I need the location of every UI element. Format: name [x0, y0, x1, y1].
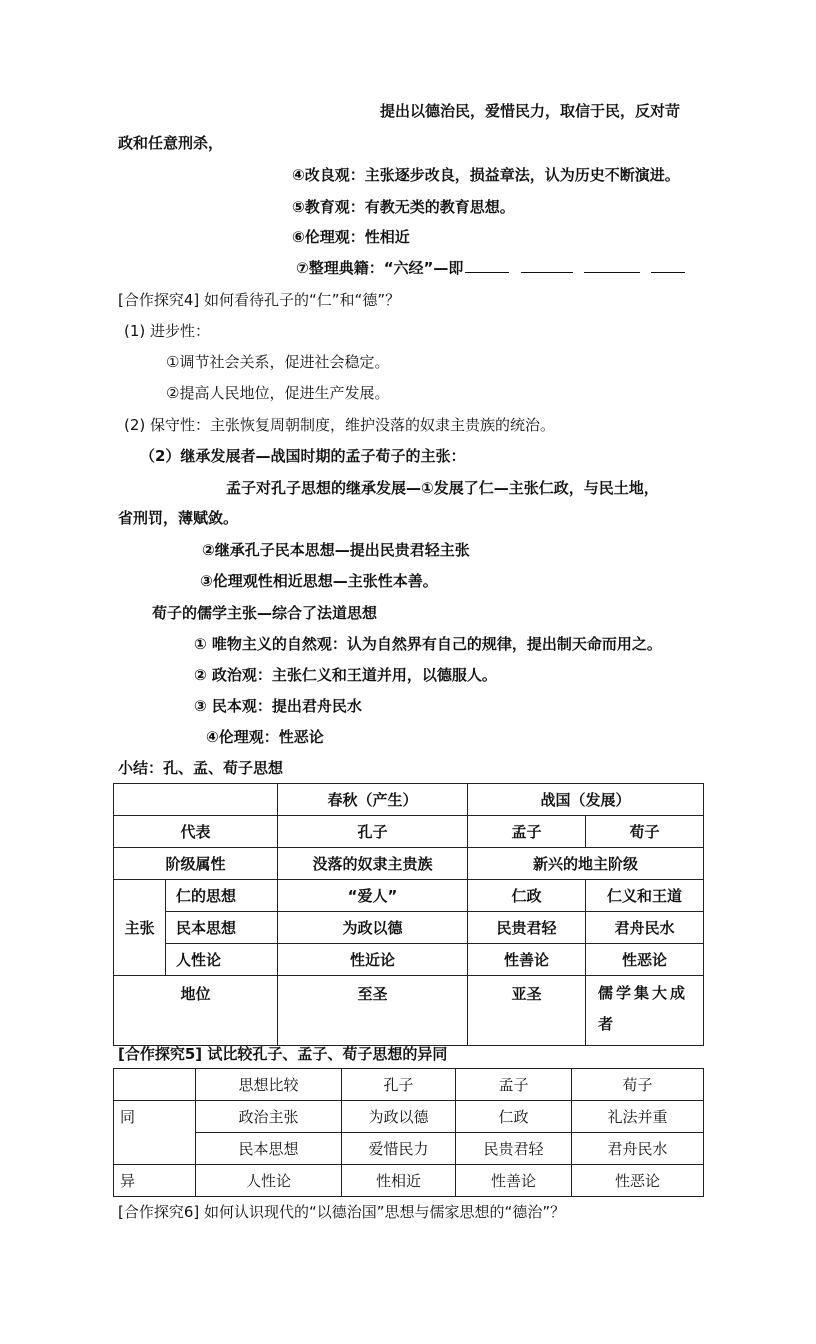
fill-blank[interactable] [584, 258, 640, 273]
section-heading: （2）继承发展者—战国时期的孟子荀子的主张： [140, 447, 466, 465]
table-cell [114, 784, 278, 816]
table-cell: 爱惜民力 [342, 1133, 456, 1165]
text-line: 孟子对孔子思想的继承发展—①发展了仁—主张仁政，与民土地， [226, 479, 659, 497]
table-cell: 性相近 [342, 1165, 456, 1197]
section-heading: 小结：孔、孟、荀子思想 [118, 759, 284, 777]
table-row [114, 1133, 704, 1165]
text-line: (1) 进步性： [124, 322, 211, 340]
text-line: ②提高人民地位，促进生产发展。 [166, 384, 390, 402]
text-line: 提出以德治民，爱惜民力，取信于民，反对苛 [380, 102, 681, 120]
text-line: ① 唯物主义的自然观：认为自然界有自己的规律，提出制天命而用之。 [194, 635, 662, 653]
fill-blank[interactable] [465, 258, 509, 273]
text-line: ⑥伦理观：性相近 [292, 228, 410, 246]
table-cell: 新兴的地主阶级 [468, 848, 704, 880]
text-line: ②继承孔子民本思想—提出民贵君轻主张 [202, 541, 470, 559]
text-line: ③ 民本观：提出君舟民水 [194, 697, 362, 715]
table-row [114, 1165, 704, 1197]
table-cell: 人性论 [166, 944, 278, 976]
table-cell: 没落的奴隶主贵族 [278, 848, 468, 880]
table-cell: 为政以德 [278, 912, 468, 944]
text-line-content: ⑦整理典籍：“六经”—即 [296, 259, 464, 277]
table-cell: 孟子 [468, 816, 586, 848]
table-cell: 政治主张 [196, 1101, 342, 1133]
cell-text: 儒学集大成 [598, 984, 689, 1002]
table-cell: 亚圣 [468, 976, 586, 1046]
text-line: 荀子的儒学主张—综合了法道思想 [152, 604, 378, 622]
table-cell: 孟子 [456, 1069, 572, 1101]
cell-text: 者 [598, 1015, 617, 1033]
table-cell: 性恶论 [572, 1165, 704, 1197]
table-cell [114, 1069, 196, 1101]
table-cell [114, 1133, 196, 1165]
table-cell [586, 976, 704, 1046]
table-row [114, 880, 704, 912]
text-line: 政和任意刑杀， [118, 134, 224, 152]
text-line: ①调节社会关系，促进社会稳定。 [166, 353, 390, 371]
table-cell: 礼法并重 [572, 1101, 704, 1133]
table-cell: 代表 [114, 816, 278, 848]
table-cell: 思想比较 [196, 1069, 342, 1101]
table-row [114, 1101, 704, 1133]
summary-table [113, 783, 704, 1046]
table-row [114, 784, 704, 816]
text-line: (2) 保守性：主张恢复周朝制度，维护没落的奴隶主贵族的统治。 [124, 416, 556, 434]
table-row [114, 912, 704, 944]
section-question: [合作探究6] 如何认识现代的“以德治国”思想与儒家思想的“德治”？ [118, 1203, 566, 1221]
table-cell: 性恶论 [586, 944, 704, 976]
section-question: [合作探究4] 如何看待孔子的“仁”和“德”？ [118, 291, 401, 309]
table-cell: 主张 [114, 880, 166, 976]
text-line: ③伦理观性相近思想—主张性本善。 [200, 572, 438, 590]
table-cell: 春秋（产生） [278, 784, 468, 816]
table-cell: 异 [114, 1165, 196, 1197]
text-line: ⑤教育观：有教无类的教育思想。 [292, 198, 515, 216]
table-cell: 仁政 [468, 880, 586, 912]
text-line: ④伦理观：性恶论 [206, 728, 324, 746]
table-cell: 孔子 [342, 1069, 456, 1101]
table-cell: 性善论 [468, 944, 586, 976]
table-cell: 君舟民水 [572, 1133, 704, 1165]
table-cell: 阶级属性 [114, 848, 278, 880]
table-cell: 孔子 [278, 816, 468, 848]
table-cell: 民贵君轻 [468, 912, 586, 944]
fill-blank[interactable] [521, 258, 573, 273]
table-cell: 性善论 [456, 1165, 572, 1197]
table-row [114, 1069, 704, 1101]
table-cell: 同 [114, 1101, 196, 1133]
table-cell: 荀子 [572, 1069, 704, 1101]
table-cell: 君舟民水 [586, 912, 704, 944]
fill-blank[interactable] [651, 258, 685, 273]
table-cell: 仁义和王道 [586, 880, 704, 912]
text-line: ④改良观：主张逐步改良，损益章法，认为历史不断演进。 [292, 166, 680, 184]
table-cell: 战国（发展） [468, 784, 704, 816]
text-line: 省刑罚，薄赋敛。 [118, 509, 239, 527]
comparison-table [113, 1068, 704, 1197]
table-row [114, 816, 704, 848]
table-cell: 民本思想 [196, 1133, 342, 1165]
table-cell: 荀子 [586, 816, 704, 848]
table-cell: 人性论 [196, 1165, 342, 1197]
table-cell: 民贵君轻 [456, 1133, 572, 1165]
table-cell: 民本思想 [166, 912, 278, 944]
table-cell: 至圣 [278, 976, 468, 1046]
table-cell: “爱人” [278, 880, 468, 912]
table-cell: 地位 [114, 976, 278, 1046]
table-cell: 为政以德 [342, 1101, 456, 1133]
table-row [114, 976, 704, 1046]
table-cell: 仁的思想 [166, 880, 278, 912]
text-line: ② 政治观：主张仁义和王道并用，以德服人。 [194, 666, 497, 684]
table-row [114, 944, 704, 976]
table-row [114, 848, 704, 880]
section-question: [合作探究5] 试比较孔子、孟子、荀子思想的异同 [118, 1045, 448, 1063]
table-cell: 性近论 [278, 944, 468, 976]
text-line [296, 258, 685, 278]
table-cell: 仁政 [456, 1101, 572, 1133]
